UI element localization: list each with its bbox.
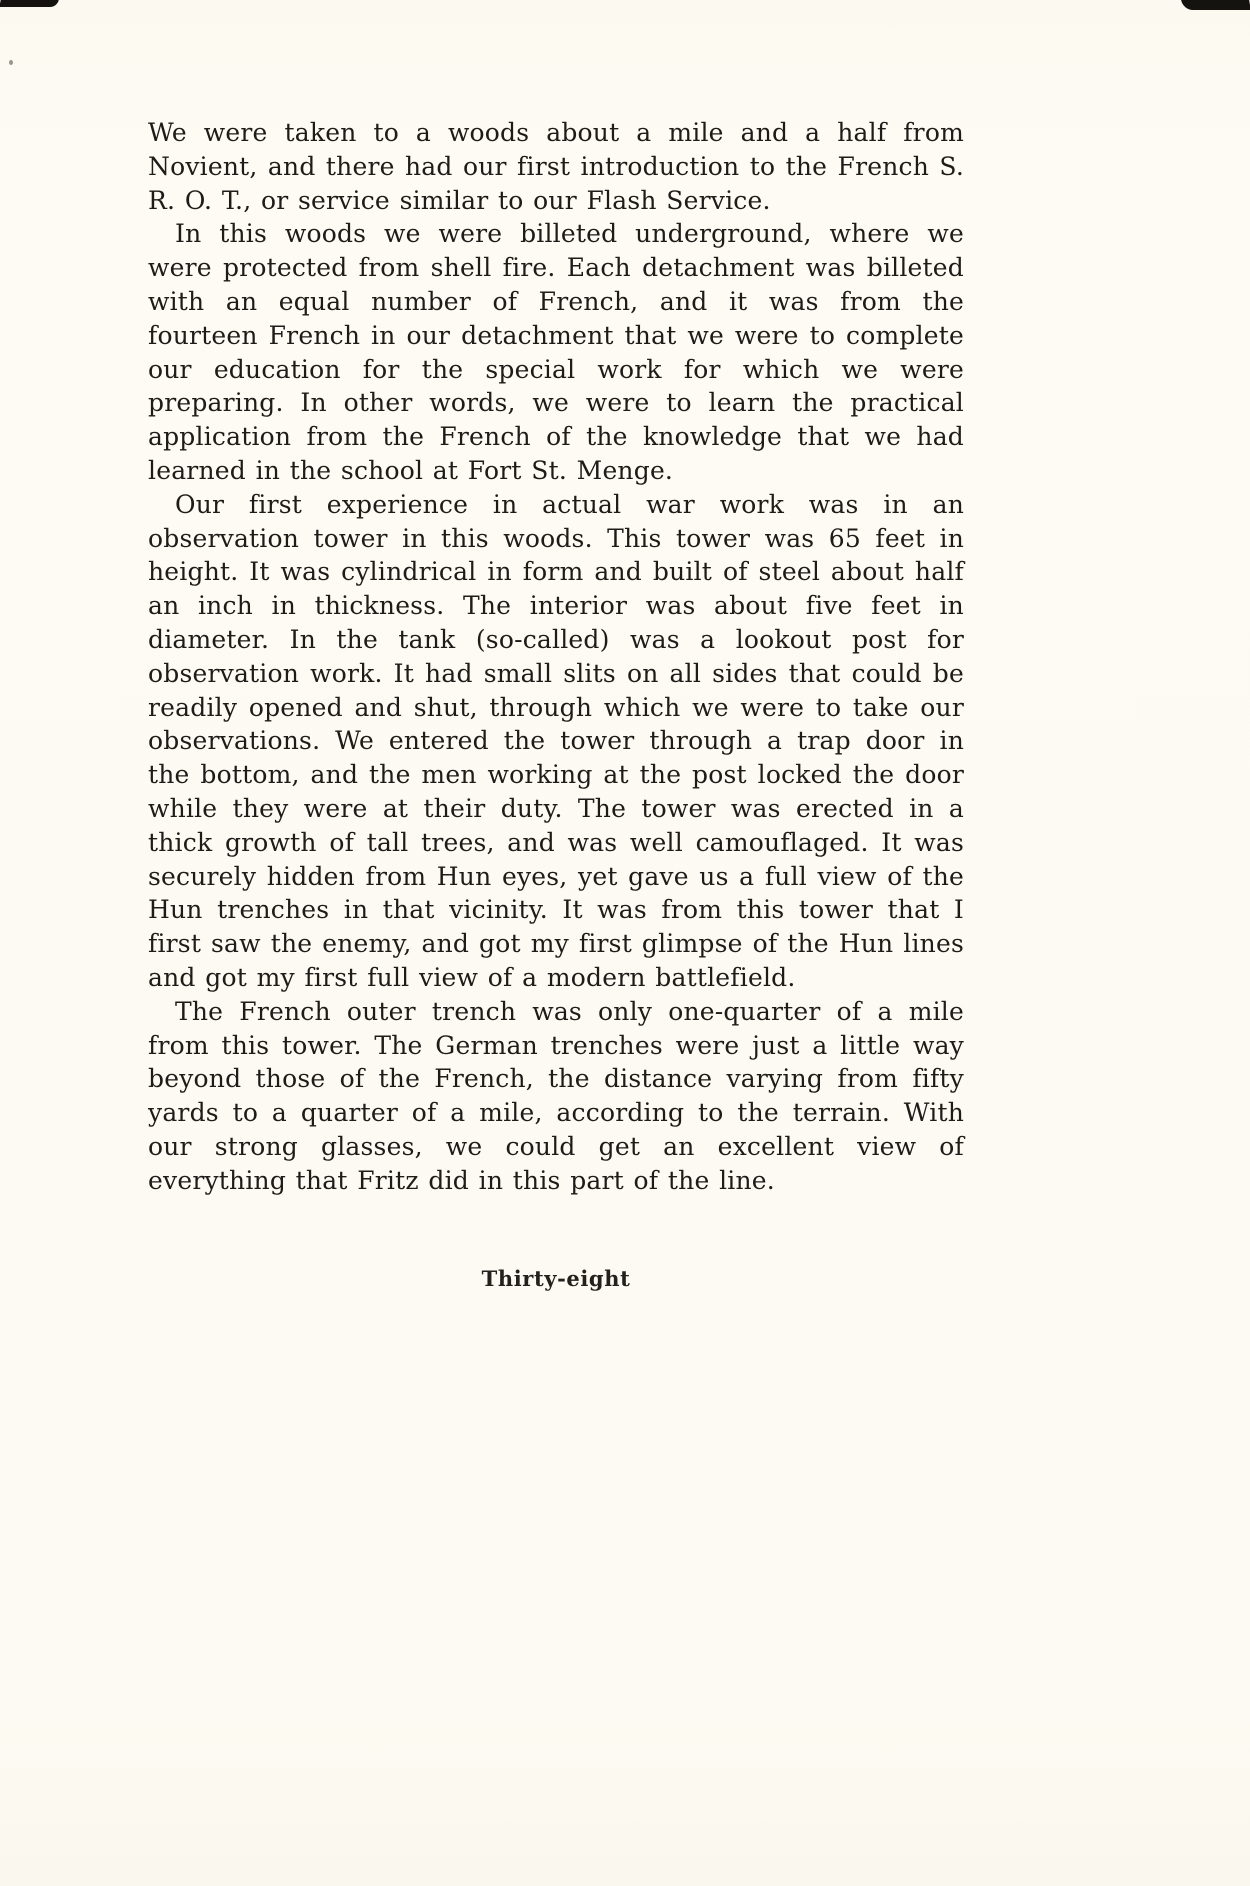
scan-artifact-top-left	[0, 0, 59, 7]
page-text-block	[148, 116, 964, 1295]
paragraph-3: Our first experience in actual war work was in an observation tower in this woods. This tower was 65 feet in height. It was cylindrical in form and built of steel about half an inch in thickness. The interior was about five feet in diameter. In the tank (so-called) was a lookout post for observation work. It had small slits on all sides that could be readily opened and shut, through which we were to take our observations. We entered the tower through a trap door in the bottom, and the men working at the post locked the door while they were at their duty. The tower was erected in a thick growth of tall trees, and was well camouflaged. It was securely hidden from Hun eyes, yet gave us a full view of the Hun trenches in that vicinity. It was from this tower that I first saw the enemy, and got my first glimpse of the Hun lines and got my first full view of a modern battlefield.	[148, 489, 964, 992]
scan-artifact-speck	[9, 60, 13, 65]
page-number: Thirty-eight	[481, 1265, 631, 1291]
paragraph-4: The French outer trench was only one-quarter of a mile from this tower. The German trenches were just a little way beyond those of the French, the distance varying from fifty yards to a quarter of a mile, according to the terrain. With our strong glasses, we could get an excellent view of everything that Fritz did in this part of the line.	[148, 996, 964, 1195]
paragraph-1: We were taken to a woods about a mile and a half from Novient, and there had our first introduction to the French S. R. O. T., or service similar to our Flash Service.	[148, 118, 964, 215]
paragraph-2: In this woods we were billeted underground, where we were protected from shell fire. Each detachment was billeted with an equal number of French, and it was from the fourteen French in our detachment that we were to complete our education for the special work for which we were preparing. In other words, we were to learn the practical application from the French of the knowledge that we had learned in the school at Fort St. Menge.	[148, 219, 964, 485]
scan-artifact-top-right	[1181, 0, 1250, 10]
